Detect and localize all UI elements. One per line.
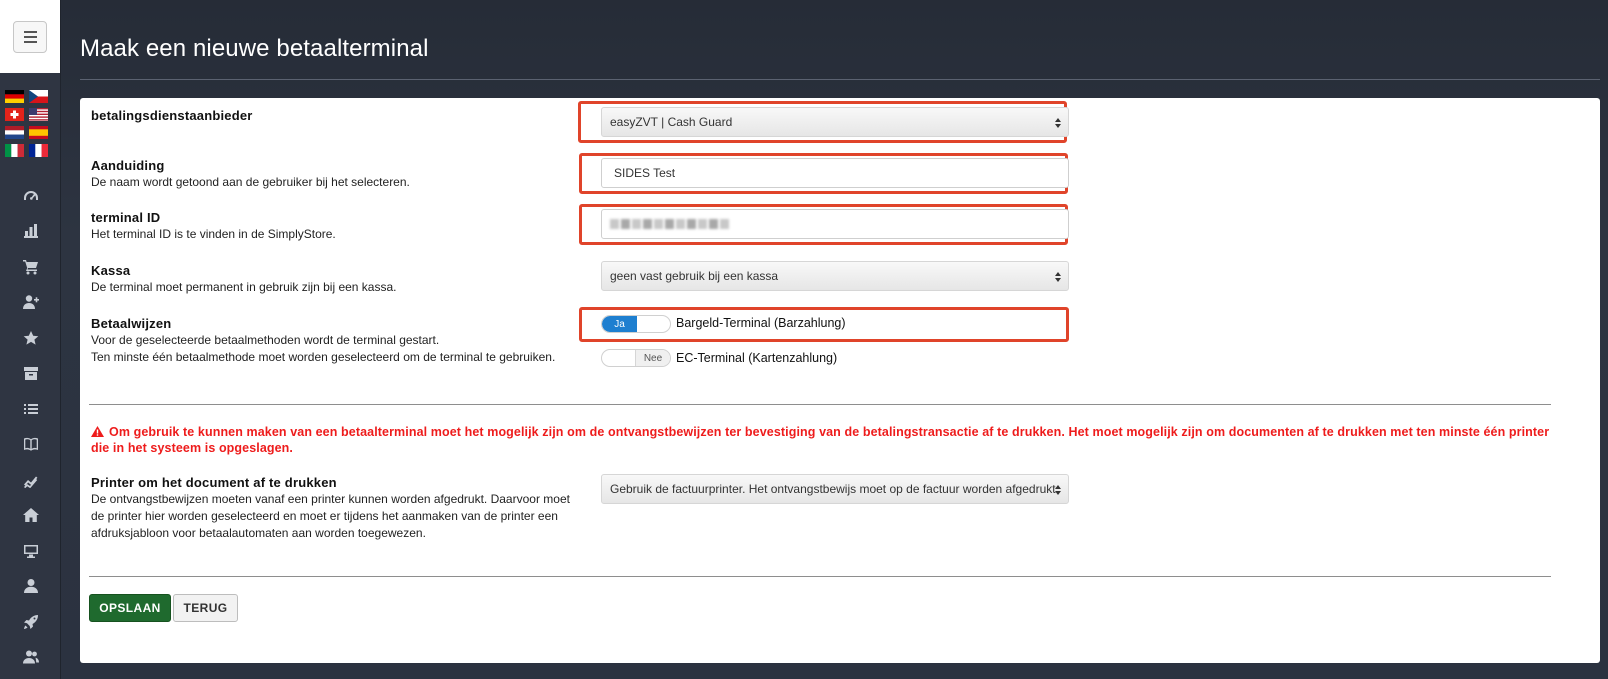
cart-icon [23, 259, 39, 275]
terminal-id-blurred-value [610, 219, 729, 229]
ec-terminal-label: EC-Terminal (Kartenzahlung) [676, 351, 838, 365]
sidebar-nav [0, 178, 61, 675]
select-arrows-icon [1054, 483, 1062, 497]
nav-statistics[interactable] [0, 214, 61, 250]
form-panel [80, 98, 1600, 663]
nav-favorites[interactable] [0, 320, 61, 356]
nav-add-customer[interactable] [0, 285, 61, 321]
german-flag[interactable] [5, 90, 24, 103]
footer-divider [89, 576, 1551, 577]
italian-flag[interactable] [5, 144, 24, 157]
printer-description-2: de printer hier worden geselecteerd en moet er tijdens het aanmaken van de printer een [91, 509, 558, 523]
page-title: Maak een nieuwe betaalterminal [80, 35, 429, 62]
nav-list[interactable] [0, 391, 61, 427]
home-icon [23, 507, 39, 523]
nav-archive[interactable] [0, 356, 61, 392]
cash-terminal-toggle[interactable] [601, 315, 671, 333]
cash-terminal-label: Bargeld-Terminal (Barzahlung) [676, 316, 846, 330]
printer-select-value: Gebruik de factuurprinter. Het ontvangstbewijs moet op de factuur worden afgedrukt. [610, 482, 1059, 496]
menu-bar [24, 41, 37, 43]
section-divider [89, 404, 1551, 405]
nav-catalog[interactable] [0, 427, 61, 463]
provider-row [91, 108, 253, 123]
nav-shop[interactable] [0, 249, 61, 285]
rocket-icon [23, 614, 39, 630]
terminal-id-row [91, 210, 336, 243]
select-arrows-icon [1054, 270, 1062, 284]
register-description: De terminal moet permanent in gebruik zijn bij een kassa. [91, 280, 397, 294]
terminal-id-input[interactable] [601, 209, 1069, 239]
designation-description: De naam wordt getoond aan de gebruiker bij het selecteren. [91, 175, 410, 189]
provider-select-value: easyZVT | Cash Guard [610, 115, 733, 129]
language-flags [0, 73, 60, 157]
menu-bar [24, 36, 37, 38]
dashboard-icon [23, 188, 39, 204]
book-icon [23, 436, 39, 452]
back-button[interactable]: TERUG [173, 594, 238, 622]
nav-users[interactable] [0, 640, 61, 676]
warning-icon [91, 426, 104, 437]
archive-icon [23, 365, 39, 381]
nav-trends[interactable] [0, 462, 61, 498]
spanish-flag[interactable] [29, 126, 48, 139]
payment-methods-description-2: Ten minste één betaalmethode moet worden geselecteerd om de terminal te gebruiken. [91, 350, 556, 364]
line-chart-icon [23, 472, 39, 488]
designation-label: Aanduiding [91, 158, 165, 173]
swiss-flag[interactable] [5, 108, 24, 121]
nav-terminals[interactable] [0, 533, 61, 569]
ec-terminal-toggle[interactable] [601, 349, 671, 367]
hamburger-menu-button[interactable] [13, 21, 47, 53]
toggle-off-label: Nee [635, 350, 670, 366]
french-flag[interactable] [29, 144, 48, 157]
add-user-icon [23, 294, 39, 310]
provider-label: betalingsdienstaanbieder [91, 108, 253, 123]
printer-row [91, 475, 570, 542]
star-icon [23, 330, 39, 346]
sidebar [0, 0, 61, 679]
printer-description-1: De ontvangstbewijzen moeten vanaf een printer kunnen worden afgedrukt. Daarvoor moet [91, 492, 570, 506]
printer-warning [91, 424, 1551, 456]
payment-methods-row [91, 316, 555, 366]
terminal-id-label: terminal ID [91, 210, 161, 225]
register-label: Kassa [91, 263, 131, 278]
nav-home[interactable] [0, 498, 61, 534]
save-button[interactable]: OPSLAAN [89, 594, 171, 622]
warning-text: Om gebruik te kunnen maken van een betaalterminal moet het mogelijk zijn om de ontvangstbewijzen ter bevestiging van de betalingstransactie af te drukken. Het moet mogelijk zijn om documenten af te drukken met ten minste één printer die in het systeem is opgeslagen. [91, 425, 1550, 455]
menu-bar [24, 31, 37, 33]
payment-methods-description-1: Voor de geselecteerde betaalmethoden wordt de terminal gestart. [91, 333, 440, 347]
designation-input-value: SIDES Test [614, 166, 676, 180]
nav-dashboard[interactable] [0, 178, 61, 214]
dutch-flag[interactable] [5, 126, 24, 139]
nav-launch[interactable] [0, 604, 61, 640]
czech-flag[interactable] [29, 90, 48, 103]
select-arrows-icon [1054, 116, 1062, 130]
users-icon [23, 649, 39, 665]
register-row [91, 263, 396, 296]
register-select-value: geen vast gebruik bij een kassa [610, 269, 779, 283]
printer-label: Printer om het document af te drukken [91, 475, 337, 490]
list-icon [23, 401, 39, 417]
printer-select[interactable] [601, 474, 1069, 504]
terminal-id-description: Het terminal ID is te vinden in de SimplyStore. [91, 227, 336, 241]
provider-select[interactable] [601, 107, 1069, 137]
user-icon [23, 578, 39, 594]
printer-description-3: afdruksjabloon voor betaalautomaten aan worden toegewezen. [91, 526, 426, 540]
designation-input[interactable] [601, 158, 1069, 188]
payment-methods-label: Betaalwijzen [91, 316, 172, 331]
bar-chart-icon [23, 223, 39, 239]
sidebar-header [0, 0, 60, 73]
nav-user[interactable] [0, 569, 61, 605]
register-select[interactable] [601, 261, 1069, 291]
designation-row [91, 158, 410, 191]
toggle-on-label: Ja [602, 316, 637, 332]
monitor-icon [23, 543, 39, 559]
usa-flag[interactable] [29, 108, 48, 121]
title-divider [80, 79, 1600, 80]
